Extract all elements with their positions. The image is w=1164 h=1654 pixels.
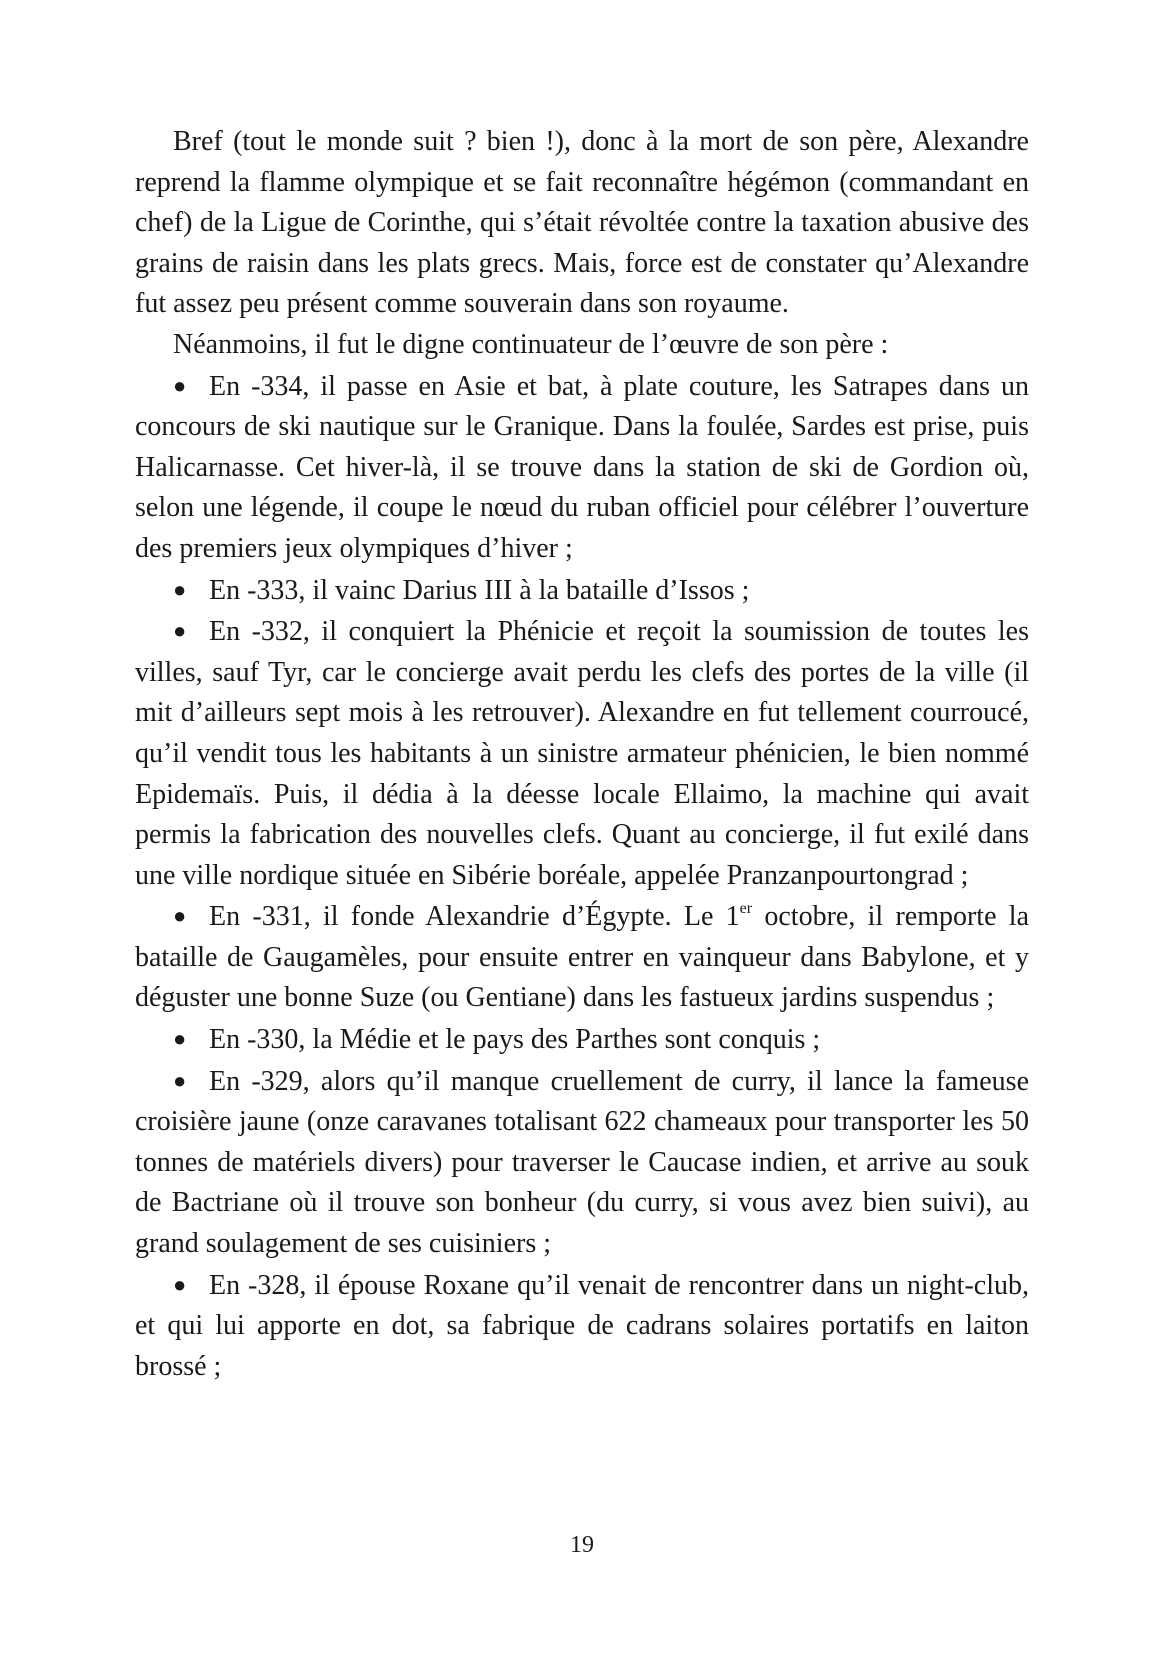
list-item-text: En -333, il vainc Darius III à la bataille d’Issos ;	[209, 574, 750, 606]
ordinal-superscript: er	[739, 900, 753, 918]
bullet-icon: ●	[173, 1271, 187, 1297]
bullet-icon: ●	[173, 618, 187, 644]
list-item-text: En -328, il épouse Roxane qu’il venait de rencontrer dans un night-club, et qui lui apporte en dot, sa fabrique de cadrans solaires portatifs en laiton brossé ;	[135, 1269, 1029, 1382]
bullet-icon: ●	[173, 1026, 187, 1052]
list-item-331	[135, 896, 1029, 1019]
page-body	[135, 122, 1029, 1387]
bullet-icon: ●	[173, 1067, 187, 1093]
list-item-text: En -330, la Médie et le pays des Parthes sont conquis ;	[209, 1024, 821, 1056]
list-item-334	[135, 366, 1029, 570]
list-item-330	[135, 1019, 1029, 1061]
list-item-text: En -329, alors qu’il manque cruellement de curry, il lance la fameuse croisière jaune (onze caravanes totalisant 622 chameaux pour transporter les 50 tonnes de matériels divers) pour traverser le Caucase indien, et arrive au souk de Bactriane où il trouve son bonheur (du curry, si vous avez bien suivi), au grand soulagement de ses cuisiniers ;	[135, 1065, 1029, 1260]
page-number: 19	[570, 1532, 594, 1558]
list-item-328	[135, 1265, 1029, 1388]
list-item-333	[135, 570, 1029, 612]
list-item-text-end: octobre, il remporte la bataille de Gaugamèles, pour ensuite entrer en vainqueur dans Babylone, et y déguster une bonne Suze (ou Gentiane) dans les fastueux jardins suspendus ;	[135, 901, 1029, 1014]
bullet-icon: ●	[173, 576, 187, 602]
bullet-icon: ●	[173, 903, 187, 929]
list-item-text-start: En -331, il fonde Alexandrie d’Égypte. Le 1	[209, 901, 740, 933]
paragraph-lead: Néanmoins, il fut le digne continuateur de l’œuvre de son père :	[173, 328, 889, 360]
bullet-icon: ●	[173, 372, 187, 398]
list-item-text: En -332, il conquiert la Phénicie et reçoit la soumission de toutes les villes, sauf Tyr, car le concierge avait perdu les clefs des portes de la ville (il mit d’ailleurs sept mois à les retrouver). Alexandre en fut tellement courroucé, qu’il vendit tous les habitants à un sinistre armateur phénicien, le bien nommé Epidemaïs. Puis, il dédia à la déesse locale Ellaimo, la machine qui avait permis la fabrication des nouvelles clefs. Quant au concierge, il fut exilé dans une ville nordique située en Sibérie boréale, appelée Pranzanpourtongrad ;	[135, 616, 1029, 891]
paragraph-intro: Bref (tout le monde suit ? bien !), donc à la mort de son père, Alexandre reprend la flamme olympique et se fait reconnaître hégémon (commandant en chef) de la Ligue de Corinthe, qui s’était révoltée contre la taxation abusive des grains de raisin dans les plats grecs. Mais, force est de constater qu’Alexandre fut assez peu présent comme souverain dans son royaume.	[135, 126, 1029, 320]
list-item-text: En -334, il passe en Asie et bat, à plate couture, les Satrapes dans un concours de ski nautique sur le Granique. Dans la foulée, Sardes est prise, puis Halicarnasse. Cet hiver-là, il se trouve dans la station de ski de Gordion où, selon une légende, il coupe le nœud du ruban officiel pour célébrer l’ouverture des premiers jeux olympiques d’hiver ;	[135, 370, 1029, 564]
list-item-329	[135, 1061, 1029, 1265]
list-item-332	[135, 611, 1029, 896]
